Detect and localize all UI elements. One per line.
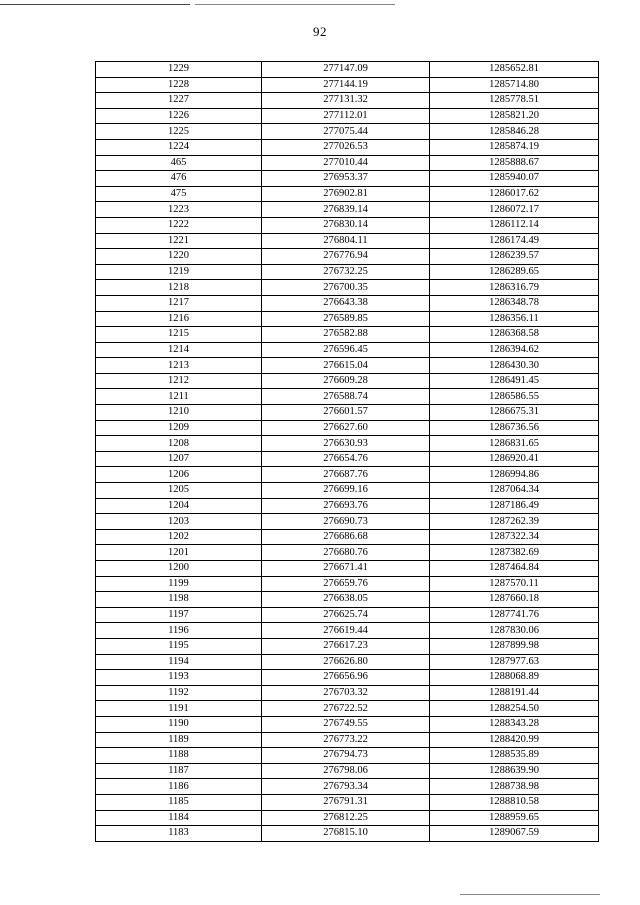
point-number-cell: 1220 xyxy=(96,249,262,265)
table-row xyxy=(96,420,599,436)
x-coordinate-cell: 276693.76 xyxy=(262,498,430,514)
point-number-cell: 1204 xyxy=(96,498,262,514)
x-coordinate-cell: 276626.80 xyxy=(262,654,430,670)
x-coordinate-cell: 276703.32 xyxy=(262,685,430,701)
point-number-cell: 1191 xyxy=(96,701,262,717)
table-row xyxy=(96,545,599,561)
y-coordinate-cell: 1286112.14 xyxy=(430,217,599,233)
y-coordinate-cell: 1287382.69 xyxy=(430,545,599,561)
y-coordinate-cell: 1288191.44 xyxy=(430,685,599,701)
y-coordinate-cell: 1285888.67 xyxy=(430,155,599,171)
y-coordinate-cell: 1286289.65 xyxy=(430,264,599,280)
x-coordinate-cell: 276902.81 xyxy=(262,186,430,202)
point-number-cell: 1216 xyxy=(96,311,262,327)
point-number-cell: 1187 xyxy=(96,763,262,779)
table-row xyxy=(96,529,599,545)
y-coordinate-cell: 1286239.57 xyxy=(430,249,599,265)
x-coordinate-cell: 276615.04 xyxy=(262,358,430,374)
x-coordinate-cell: 276776.94 xyxy=(262,249,430,265)
y-coordinate-cell: 1288068.89 xyxy=(430,670,599,686)
point-number-cell: 1209 xyxy=(96,420,262,436)
point-number-cell: 1184 xyxy=(96,810,262,826)
x-coordinate-cell: 277026.53 xyxy=(262,139,430,155)
point-number-cell: 1217 xyxy=(96,295,262,311)
table-row xyxy=(96,264,599,280)
x-coordinate-cell: 276659.76 xyxy=(262,576,430,592)
y-coordinate-cell: 1286072.17 xyxy=(430,202,599,218)
point-number-cell: 1201 xyxy=(96,545,262,561)
point-number-cell: 1203 xyxy=(96,514,262,530)
x-coordinate-cell: 276643.38 xyxy=(262,295,430,311)
table-row xyxy=(96,763,599,779)
y-coordinate-cell: 1286017.62 xyxy=(430,186,599,202)
table-row xyxy=(96,701,599,717)
top-rule-secondary xyxy=(195,4,395,5)
table-row xyxy=(96,561,599,577)
table-row xyxy=(96,607,599,623)
x-coordinate-cell: 276638.05 xyxy=(262,592,430,608)
x-coordinate-cell: 277147.09 xyxy=(262,62,430,78)
x-coordinate-cell: 276601.57 xyxy=(262,405,430,421)
point-number-cell: 475 xyxy=(96,186,262,202)
y-coordinate-cell: 1286736.56 xyxy=(430,420,599,436)
x-coordinate-cell: 276722.52 xyxy=(262,701,430,717)
point-number-cell: 1214 xyxy=(96,342,262,358)
table-row xyxy=(96,389,599,405)
x-coordinate-cell: 276596.45 xyxy=(262,342,430,358)
point-number-cell: 1190 xyxy=(96,716,262,732)
table-row xyxy=(96,405,599,421)
point-number-cell: 1183 xyxy=(96,826,262,842)
y-coordinate-cell: 1286994.86 xyxy=(430,467,599,483)
table-row xyxy=(96,592,599,608)
x-coordinate-cell: 276609.28 xyxy=(262,373,430,389)
table-row xyxy=(96,139,599,155)
table-row xyxy=(96,779,599,795)
table-row xyxy=(96,171,599,187)
x-coordinate-cell: 276830.14 xyxy=(262,217,430,233)
page-number: 92 xyxy=(313,24,327,39)
table-row xyxy=(96,826,599,842)
point-number-cell: 1186 xyxy=(96,779,262,795)
x-coordinate-cell: 276812.25 xyxy=(262,810,430,826)
point-number-cell: 1194 xyxy=(96,654,262,670)
table-row xyxy=(96,373,599,389)
top-rule xyxy=(0,4,190,5)
point-number-cell: 1219 xyxy=(96,264,262,280)
x-coordinate-cell: 276699.16 xyxy=(262,483,430,499)
y-coordinate-cell: 1287660.18 xyxy=(430,592,599,608)
point-number-cell: 1224 xyxy=(96,139,262,155)
y-coordinate-cell: 1288639.90 xyxy=(430,763,599,779)
coordinates-table xyxy=(95,61,599,842)
table-row xyxy=(96,62,599,78)
table-row xyxy=(96,217,599,233)
x-coordinate-cell: 276815.10 xyxy=(262,826,430,842)
y-coordinate-cell: 1287830.06 xyxy=(430,623,599,639)
table-row xyxy=(96,124,599,140)
y-coordinate-cell: 1286174.49 xyxy=(430,233,599,249)
point-number-cell: 465 xyxy=(96,155,262,171)
table-row xyxy=(96,576,599,592)
point-number-cell: 1202 xyxy=(96,529,262,545)
y-coordinate-cell: 1285940.07 xyxy=(430,171,599,187)
x-coordinate-cell: 276839.14 xyxy=(262,202,430,218)
table-row xyxy=(96,685,599,701)
x-coordinate-cell: 276619.44 xyxy=(262,623,430,639)
x-coordinate-cell: 277144.19 xyxy=(262,77,430,93)
point-number-cell: 1221 xyxy=(96,233,262,249)
x-coordinate-cell: 276671.41 xyxy=(262,561,430,577)
x-coordinate-cell: 276700.35 xyxy=(262,280,430,296)
table-row xyxy=(96,810,599,826)
x-coordinate-cell: 276582.88 xyxy=(262,327,430,343)
table-row xyxy=(96,498,599,514)
point-number-cell: 1215 xyxy=(96,327,262,343)
point-number-cell: 1193 xyxy=(96,670,262,686)
point-number-cell: 1199 xyxy=(96,576,262,592)
table-row xyxy=(96,514,599,530)
x-coordinate-cell: 277075.44 xyxy=(262,124,430,140)
y-coordinate-cell: 1289067.59 xyxy=(430,826,599,842)
y-coordinate-cell: 1285821.20 xyxy=(430,108,599,124)
x-coordinate-cell: 276588.74 xyxy=(262,389,430,405)
table-row xyxy=(96,654,599,670)
table-row xyxy=(96,233,599,249)
table-row xyxy=(96,483,599,499)
table-row xyxy=(96,108,599,124)
point-number-cell: 1229 xyxy=(96,62,262,78)
table-row xyxy=(96,342,599,358)
y-coordinate-cell: 1287741.76 xyxy=(430,607,599,623)
table-row xyxy=(96,732,599,748)
point-number-cell: 476 xyxy=(96,171,262,187)
y-coordinate-cell: 1287064.34 xyxy=(430,483,599,499)
x-coordinate-cell: 276793.34 xyxy=(262,779,430,795)
y-coordinate-cell: 1286831.65 xyxy=(430,436,599,452)
table-row xyxy=(96,467,599,483)
y-coordinate-cell: 1286394.62 xyxy=(430,342,599,358)
y-coordinate-cell: 1286430.30 xyxy=(430,358,599,374)
x-coordinate-cell: 276654.76 xyxy=(262,451,430,467)
x-coordinate-cell: 276690.73 xyxy=(262,514,430,530)
x-coordinate-cell: 276686.68 xyxy=(262,529,430,545)
table-row xyxy=(96,716,599,732)
point-number-cell: 1185 xyxy=(96,794,262,810)
table-row xyxy=(96,327,599,343)
point-number-cell: 1195 xyxy=(96,638,262,654)
point-number-cell: 1228 xyxy=(96,77,262,93)
table-row xyxy=(96,280,599,296)
table-row xyxy=(96,186,599,202)
y-coordinate-cell: 1286316.79 xyxy=(430,280,599,296)
point-number-cell: 1205 xyxy=(96,483,262,499)
table-body xyxy=(96,62,599,842)
x-coordinate-cell: 276773.22 xyxy=(262,732,430,748)
y-coordinate-cell: 1288535.89 xyxy=(430,748,599,764)
point-number-cell: 1222 xyxy=(96,217,262,233)
y-coordinate-cell: 1285778.51 xyxy=(430,93,599,109)
point-number-cell: 1213 xyxy=(96,358,262,374)
point-number-cell: 1200 xyxy=(96,561,262,577)
x-coordinate-cell: 276627.60 xyxy=(262,420,430,436)
x-coordinate-cell: 276656.96 xyxy=(262,670,430,686)
table-row xyxy=(96,623,599,639)
point-number-cell: 1225 xyxy=(96,124,262,140)
y-coordinate-cell: 1287570.11 xyxy=(430,576,599,592)
table-row xyxy=(96,249,599,265)
x-coordinate-cell: 276749.55 xyxy=(262,716,430,732)
point-number-cell: 1207 xyxy=(96,451,262,467)
y-coordinate-cell: 1285846.28 xyxy=(430,124,599,140)
x-coordinate-cell: 276798.06 xyxy=(262,763,430,779)
y-coordinate-cell: 1286675.31 xyxy=(430,405,599,421)
point-number-cell: 1198 xyxy=(96,592,262,608)
y-coordinate-cell: 1287262.39 xyxy=(430,514,599,530)
x-coordinate-cell: 277112.01 xyxy=(262,108,430,124)
point-number-cell: 1188 xyxy=(96,748,262,764)
x-coordinate-cell: 276617.23 xyxy=(262,638,430,654)
y-coordinate-cell: 1288343.28 xyxy=(430,716,599,732)
point-number-cell: 1210 xyxy=(96,405,262,421)
x-coordinate-cell: 276791.31 xyxy=(262,794,430,810)
x-coordinate-cell: 276794.73 xyxy=(262,748,430,764)
point-number-cell: 1227 xyxy=(96,93,262,109)
table-row xyxy=(96,436,599,452)
x-coordinate-cell: 277010.44 xyxy=(262,155,430,171)
table-row xyxy=(96,311,599,327)
y-coordinate-cell: 1288810.58 xyxy=(430,794,599,810)
x-coordinate-cell: 276680.76 xyxy=(262,545,430,561)
point-number-cell: 1197 xyxy=(96,607,262,623)
x-coordinate-cell: 276687.76 xyxy=(262,467,430,483)
point-number-cell: 1212 xyxy=(96,373,262,389)
x-coordinate-cell: 276732.25 xyxy=(262,264,430,280)
y-coordinate-cell: 1286348.78 xyxy=(430,295,599,311)
table-row xyxy=(96,638,599,654)
y-coordinate-cell: 1286368.58 xyxy=(430,327,599,343)
x-coordinate-cell: 276804.11 xyxy=(262,233,430,249)
point-number-cell: 1218 xyxy=(96,280,262,296)
y-coordinate-cell: 1287977.63 xyxy=(430,654,599,670)
y-coordinate-cell: 1288738.98 xyxy=(430,779,599,795)
table-row xyxy=(96,93,599,109)
point-number-cell: 1223 xyxy=(96,202,262,218)
table-row xyxy=(96,77,599,93)
table-row xyxy=(96,202,599,218)
y-coordinate-cell: 1285874.19 xyxy=(430,139,599,155)
table-row xyxy=(96,358,599,374)
point-number-cell: 1196 xyxy=(96,623,262,639)
y-coordinate-cell: 1286586.55 xyxy=(430,389,599,405)
table-row xyxy=(96,670,599,686)
x-coordinate-cell: 277131.32 xyxy=(262,93,430,109)
point-number-cell: 1192 xyxy=(96,685,262,701)
point-number-cell: 1206 xyxy=(96,467,262,483)
x-coordinate-cell: 276630.93 xyxy=(262,436,430,452)
y-coordinate-cell: 1288254.50 xyxy=(430,701,599,717)
y-coordinate-cell: 1285714.80 xyxy=(430,77,599,93)
x-coordinate-cell: 276589.85 xyxy=(262,311,430,327)
point-number-cell: 1226 xyxy=(96,108,262,124)
y-coordinate-cell: 1286491.45 xyxy=(430,373,599,389)
point-number-cell: 1189 xyxy=(96,732,262,748)
y-coordinate-cell: 1286356.11 xyxy=(430,311,599,327)
y-coordinate-cell: 1285652.81 xyxy=(430,62,599,78)
y-coordinate-cell: 1287899.98 xyxy=(430,638,599,654)
y-coordinate-cell: 1288959.65 xyxy=(430,810,599,826)
table-row xyxy=(96,748,599,764)
y-coordinate-cell: 1287464.84 xyxy=(430,561,599,577)
y-coordinate-cell: 1287186.49 xyxy=(430,498,599,514)
table-row xyxy=(96,794,599,810)
point-number-cell: 1211 xyxy=(96,389,262,405)
table-row xyxy=(96,451,599,467)
point-number-cell: 1208 xyxy=(96,436,262,452)
x-coordinate-cell: 276625.74 xyxy=(262,607,430,623)
y-coordinate-cell: 1287322.34 xyxy=(430,529,599,545)
y-coordinate-cell: 1286920.41 xyxy=(430,451,599,467)
x-coordinate-cell: 276953.37 xyxy=(262,171,430,187)
bottom-rule xyxy=(460,894,600,895)
y-coordinate-cell: 1288420.99 xyxy=(430,732,599,748)
table-row xyxy=(96,155,599,171)
table-row xyxy=(96,295,599,311)
